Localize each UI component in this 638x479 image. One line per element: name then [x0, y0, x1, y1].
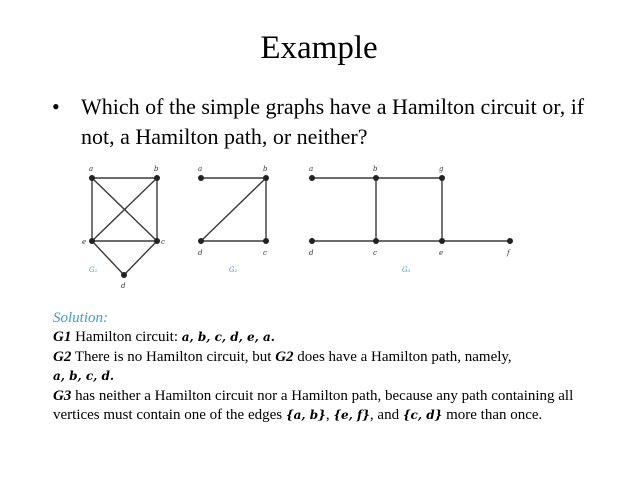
solution-heading: Solution:	[53, 310, 108, 326]
g3-text-1: has neither a Hamilton circuit nor a Hamilton path, because any path containing all vertices must contain one of the edges	[53, 387, 574, 424]
graph-g1	[92, 178, 157, 275]
g2-sequence: a, b, c, d.	[53, 369, 115, 384]
slide-title: Example	[260, 30, 378, 66]
g1-edge-cd	[124, 241, 157, 275]
g1-vertices	[89, 175, 160, 278]
g1-vertex-b	[154, 175, 160, 181]
g3-label-e: e	[439, 249, 444, 257]
g1-vertex-c	[154, 238, 160, 244]
g2-vertex-a	[198, 175, 204, 181]
g2-text-1: There is no Hamilton circuit, but	[74, 348, 272, 365]
g2-text-2: does have a Hamilton path, namely,	[297, 348, 512, 365]
g2-label-a: a	[198, 165, 203, 173]
g3-vertex-d	[309, 238, 315, 244]
solution-g3	[53, 387, 613, 426]
g3-edge-3: {c, d}	[402, 408, 443, 423]
g1-label-a: a	[89, 165, 94, 173]
g2-name-mid: G2	[275, 348, 294, 365]
g1-label-e: e	[82, 238, 87, 246]
g1-name: G1	[53, 329, 72, 346]
g2-name: G2	[53, 348, 72, 365]
g2-name-label: G₂	[229, 266, 238, 274]
g1-label-c: c	[161, 238, 165, 246]
g3-name: G3	[53, 387, 72, 404]
solution-g2	[53, 348, 613, 387]
g3-vertex-e	[439, 238, 445, 244]
g3-edge-1: {a, b}	[285, 408, 326, 423]
bullet-dot: •	[52, 94, 60, 119]
g1-text: Hamilton circuit:	[75, 329, 178, 346]
graphs-figure	[0, 160, 638, 295]
graph-g3	[312, 178, 510, 241]
g1-sequence: a, b, c, d, e, a.	[181, 330, 275, 345]
question-text: Which of the simple graphs have a Hamilton circuit or, if not, a Hamilton path, or neither?	[81, 94, 585, 149]
g3-vertex-c	[373, 238, 379, 244]
g2-vertex-b	[263, 175, 269, 181]
g3-vertex-a	[309, 175, 315, 181]
g3-edge-2: {e, f}	[333, 408, 370, 423]
g2-label-d: d	[198, 249, 203, 257]
g2-label-b: b	[263, 165, 268, 173]
g2-vertex-d	[198, 238, 204, 244]
g1-name-label: G₁	[89, 266, 98, 274]
g1-vertex-a	[89, 175, 95, 181]
g3-label-d: d	[309, 249, 314, 257]
g3-text-2: more than once.	[446, 407, 543, 424]
g2-vertex-c	[263, 238, 269, 244]
g3-label-a: a	[309, 165, 314, 173]
g3-vertex-b	[373, 175, 379, 181]
g3-sep-2: , and	[369, 407, 400, 424]
g3-vertex-g	[439, 175, 445, 181]
g3-vertices	[309, 175, 513, 244]
g2-edge-bd	[201, 178, 266, 241]
g3-label-f: f	[507, 249, 510, 257]
solution-block	[53, 309, 613, 425]
g3-label-b: b	[373, 165, 378, 173]
g1-vertex-d	[121, 272, 127, 278]
g3-label-g: g	[439, 165, 444, 173]
g1-label-d: d	[121, 282, 126, 290]
g3-vertex-f	[507, 238, 513, 244]
g3-label-c: c	[373, 249, 377, 257]
g2-label-c: c	[263, 249, 267, 257]
g3-sep-1: ,	[325, 407, 330, 424]
g3-name-label: G₃	[402, 266, 411, 274]
g1-label-b: b	[154, 165, 159, 173]
g1-vertex-e	[89, 238, 95, 244]
graph-g2	[201, 178, 266, 241]
solution-g1	[53, 328, 613, 347]
